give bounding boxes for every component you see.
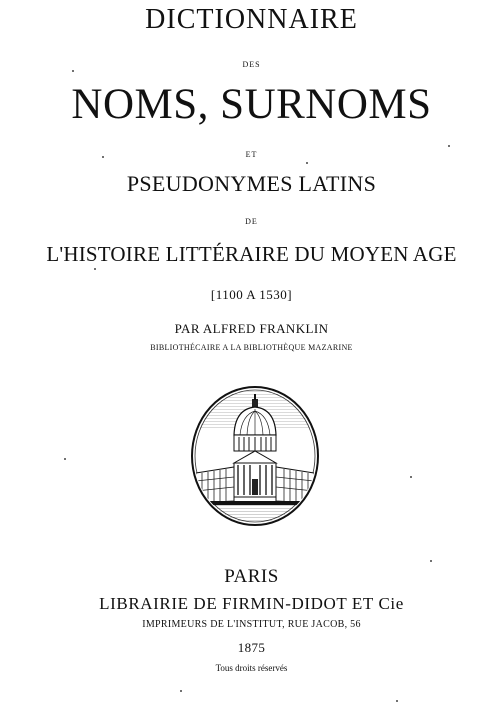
connector-et: ET <box>245 150 258 159</box>
title-line-3: PSEUDONYMES LATINS <box>126 171 377 196</box>
title-line-2: NOMS, SURNOMS <box>71 81 432 128</box>
building-medallion-icon <box>190 385 320 527</box>
connector-de: DE <box>245 217 258 226</box>
author-line: PAR ALFRED FRANKLIN <box>174 321 329 336</box>
scan-speck <box>72 70 74 72</box>
imprint-rights: Tous droits réservés <box>215 663 288 673</box>
scan-speck <box>410 476 412 478</box>
scan-speck <box>430 560 432 562</box>
title-line-4: L'HISTOIRE LITTÉRAIRE DU MOYEN AGE <box>46 242 457 266</box>
scan-speck <box>102 156 104 158</box>
author-role: BIBLIOTHÉCAIRE A LA BIBLIOTHÈQUE MAZARINE <box>150 343 353 352</box>
scan-speck <box>396 700 398 702</box>
scan-speck <box>64 458 66 460</box>
scan-speck <box>448 145 450 147</box>
scan-speck <box>94 268 96 270</box>
scan-speck <box>180 690 182 692</box>
imprint-publisher: LIBRAIRIE DE FIRMIN-DIDOT ET Cie <box>99 594 404 613</box>
date-range: [1100 A 1530] <box>210 287 293 302</box>
imprint-year: 1875 <box>237 640 266 655</box>
title-line-1: DICTIONNAIRE <box>145 4 358 35</box>
scan-speck <box>306 162 308 164</box>
imprint-printers: IMPRIMEURS DE L'INSTITUT, RUE JACOB, 56 <box>142 619 361 630</box>
imprint-city: PARIS <box>224 566 279 587</box>
connector-des: DES <box>242 60 261 69</box>
